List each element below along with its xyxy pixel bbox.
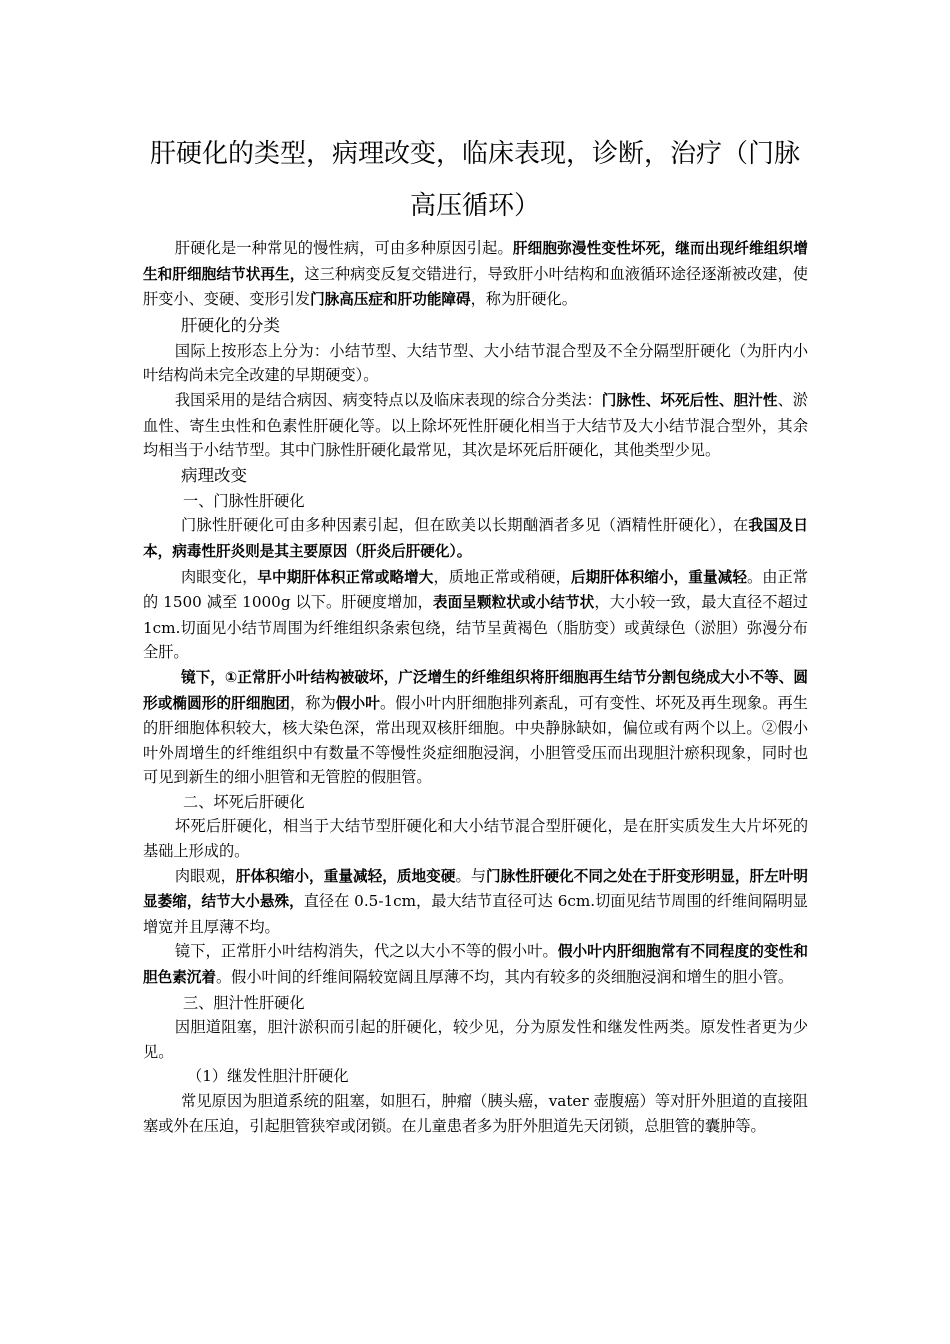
- classification-paragraph-1: 国际上按形态上分为：小结节型、大结节型、大小结节混合型及不全分隔型肝硬化（为肝内小叶结构尚未完全改建的早期硬变）。: [143, 341, 808, 385]
- bold-run: 门脉高压症和肝功能障碍: [310, 291, 471, 309]
- text-run: ，质地正常或稍硬，: [433, 567, 571, 586]
- intro-paragraph: [143, 236, 808, 313]
- text-run: 门脉性肝硬化可由多种因素引起，但在欧美以长期酗酒者多见（酒精性肝硬化），在: [181, 516, 749, 535]
- text-run: ，称为: [289, 693, 336, 712]
- subheading-necrotic: 二、坏死后肝硬化: [183, 792, 305, 811]
- text-run: 、淤血性、寄生虫性和色素性肝硬化等。以上除坏死性肝硬化相当于大结节及大小结节混合型外，其余均相当于小结节型。其中门脉性肝硬化最常见，其次是坏死后肝硬化，其他类型少见。: [143, 390, 808, 460]
- necrotic-paragraph-2: [143, 864, 808, 940]
- bold-run: 早中期肝体积正常或略增大: [257, 568, 434, 586]
- necrotic-paragraph-3: [143, 939, 808, 990]
- bold-run: 门脉性、坏死后性、胆汁性: [601, 391, 778, 409]
- biliary-paragraph-2: 常见原因为胆道系统的阻塞，如胆石，肿瘤（胰头癌，vater 壶腹癌）等对肝外胆道的直接阻塞或外在压迫，引起胆管狭窄或闭锁。在儿童患者多为肝外胆道先天闭锁，总胆管的囊肿等。: [143, 1092, 808, 1135]
- document-body: [143, 236, 808, 1138]
- bold-run: 肝体积缩小，重量减轻，质地变硬: [235, 867, 456, 885]
- bold-run: 我国及日本，病毒性肝炎则是其主要原因（肝炎后肝硬化）。: [143, 517, 808, 560]
- necrotic-paragraph-1: 坏死后肝硬化，相当于大结节型肝硬化和大小结节混合型肝硬化，是在肝实质发生大片坏死的基础上形成的。: [143, 817, 808, 861]
- bold-run: 镜下，①正常肝小叶结构被破坏，广泛增生的纤维组织将肝细胞再生结节分割包绕成大小不等、圆形或椭圆形的肝细胞团: [143, 668, 808, 712]
- text-run: 。由正常的 1500 减至 1000g 以下。肝硬度增加，: [143, 567, 808, 612]
- portal-paragraph-2: [143, 565, 808, 665]
- bold-run: 假小叶: [335, 694, 380, 712]
- classification-paragraph-2: [143, 388, 808, 463]
- bold-run: 肝细胞弥漫性变性坏死，继而出现纤维组织增生和肝细胞结节状再生，: [143, 240, 809, 283]
- subheading-portal: 一、门脉性肝硬化: [183, 491, 305, 510]
- text-run: 肉眼变化，: [181, 567, 258, 586]
- text-run: ，称为肝硬化。: [470, 290, 577, 309]
- subheading-secondary-biliary: （1）继发性胆汁肝硬化: [187, 1067, 349, 1086]
- text-run: 肝硬化是一种常见的慢性病，可由多种原因引起。: [174, 239, 513, 257]
- section-heading-classification: 肝硬化的分类: [181, 315, 280, 335]
- bold-run: 假小叶内肝细胞常有不同程度的变性和胆色素沉着: [143, 943, 808, 987]
- bold-run: 表面呈颗粒状或小结节状: [432, 594, 595, 612]
- text-run: 。假小叶内肝细胞排列紊乱，可有变性、坏死及再生现象。再生的肝细胞体积较大，核大染色深，常出现双核肝细胞。中央静脉缺如，偏位或有两个以上。②假小叶外周增生的纤维组织中有数量不等慢性炎症细胞浸润，小胆管受压而出现胆汁瘀积现象，同时也可见到新生的细小胆管和无管腔的假胆管。: [143, 693, 808, 787]
- page-title: 肝硬化的类型，病理改变，临床表现，诊断，治疗（门脉高压循环）: [149, 139, 800, 221]
- biliary-paragraph-1: 因胆道阻塞，胆汁淤积而引起的肝硬化，较少见，分为原发性和继发性两类。原发性者更为少见。: [143, 1018, 808, 1061]
- text-run: 这三种病变反复交错进行，导致肝小叶结构和血液循环途径逐渐被改建，使肝变小、变硬、变形引发: [143, 264, 808, 309]
- bold-run: 后期肝体积缩小，重量减轻: [570, 568, 747, 586]
- text-run: 肉眼观，: [174, 866, 236, 885]
- portal-paragraph-3: [143, 665, 808, 790]
- text-run: ，大小较一致，最大直径不超过 1cm.切面见小结节周围为纤维组织条索包绕，结节呈黄褐色（脂肪变）或黄绿色（淤胆）弥漫分布全肝。: [143, 593, 808, 662]
- subheading-biliary: 三、胆汁性肝硬化: [183, 993, 305, 1012]
- text-run: 。与: [455, 866, 486, 885]
- text-run: 直径在 0.5-1cm，最大结节直径可达 6cm.切面见结节周围的纤维间隔明显增宽并且厚薄不均。: [143, 892, 808, 936]
- text-run: 镜下，正常肝小叶结构消失，代之以大小不等的假小叶。: [174, 942, 558, 961]
- text-run: 我国采用的是结合病因、病变特点以及临床表现的综合分类法：: [174, 390, 602, 409]
- text-run: 。假小叶间的纤维间隔较宽阔且厚薄不均，其内有较多的炎细胞浸润和增生的胆小管。: [215, 968, 794, 987]
- portal-paragraph-1: [143, 513, 808, 564]
- section-heading-pathology: 病理改变: [181, 465, 247, 485]
- bold-run: 门脉性肝硬化不同之处在于肝变形明显，肝左叶明显萎缩，结节大小悬殊，: [143, 867, 808, 911]
